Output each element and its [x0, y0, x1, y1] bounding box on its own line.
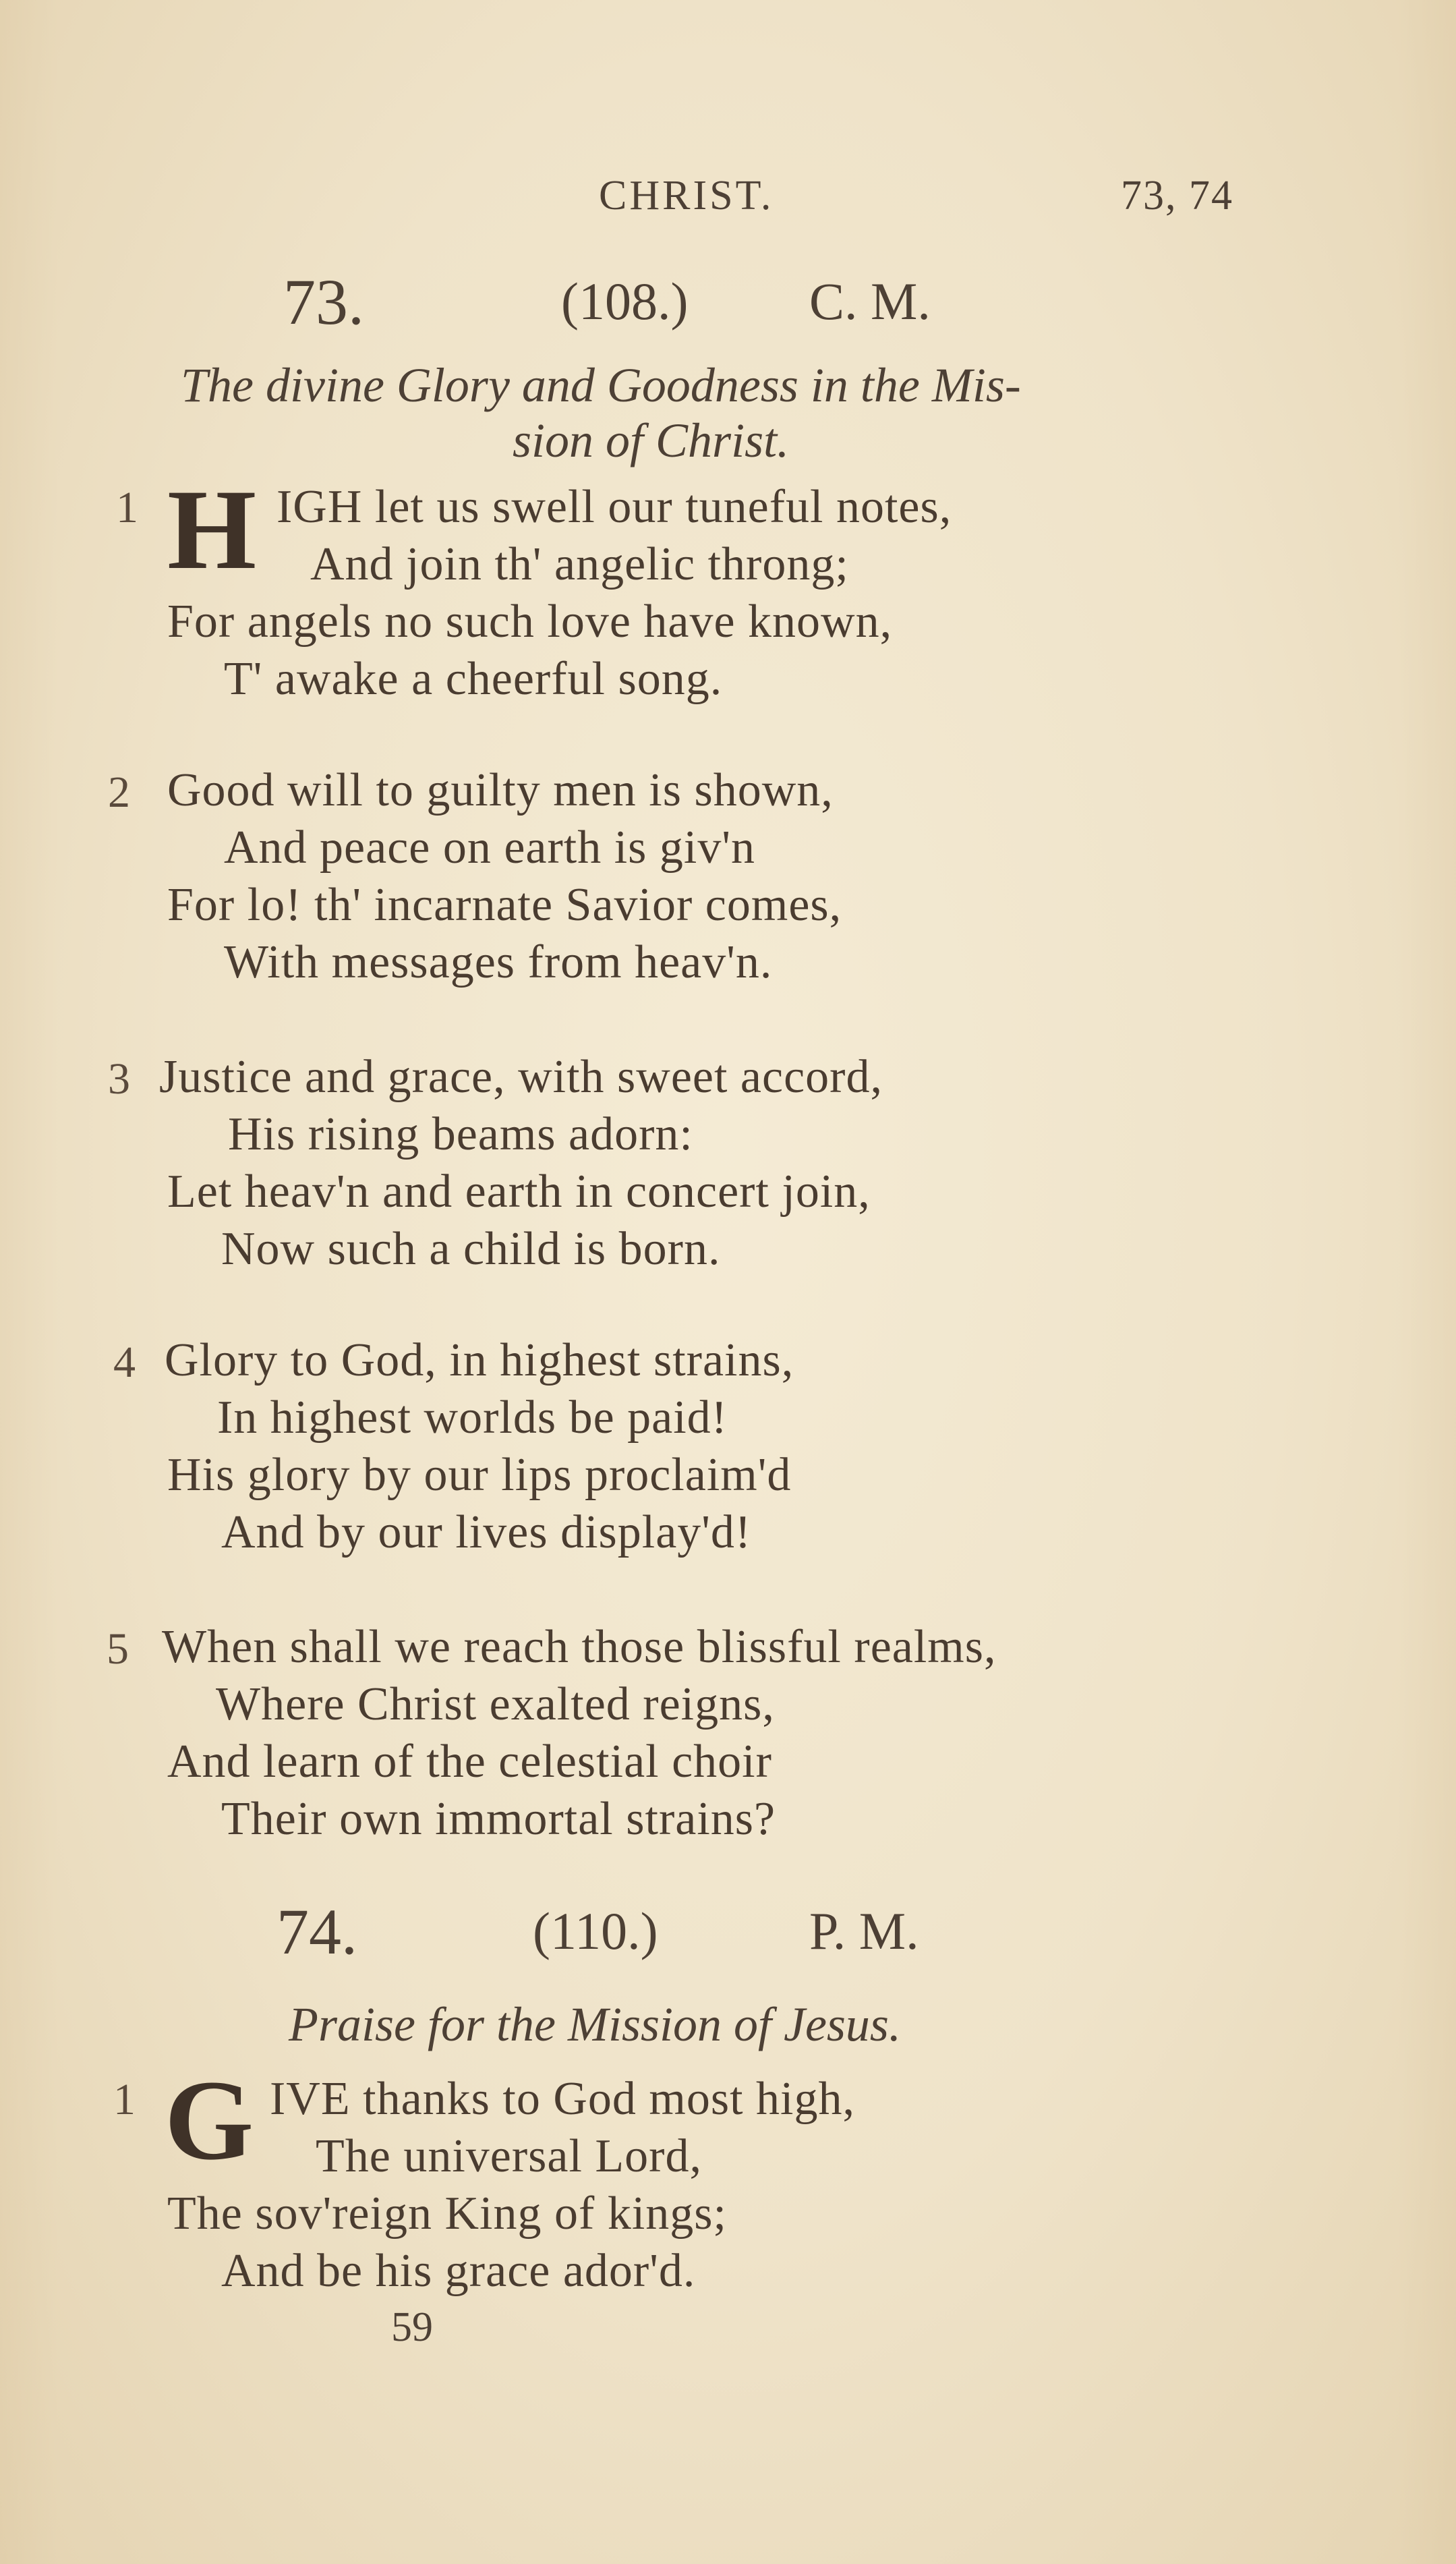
drop-cap: H [167, 466, 257, 593]
verse-line: IVE thanks to God most high, [270, 2073, 855, 2125]
stanza-number: 4 [113, 1338, 136, 1387]
stanza-number: 3 [108, 1054, 130, 1104]
verse-line: Where Christ exalted reigns, [216, 1678, 775, 1730]
hymn-73-meter: C. M. [809, 272, 931, 331]
verse-line: The universal Lord, [316, 2130, 702, 2182]
verse-line: When shall we reach those blissful realms, [162, 1621, 997, 1673]
verse-line: Glory to God, in highest strains, [165, 1334, 794, 1386]
stanza-number: 2 [108, 768, 130, 817]
verse-line: And be his grace ador'd. [221, 2245, 696, 2297]
hymn-73-number: 73. [283, 266, 364, 338]
hymn-74-number: 74. [276, 1896, 357, 1968]
hymn-74-caption: Praise for the Mission of Jesus. [289, 1997, 901, 2051]
verse-line: And learn of the celestial choir [167, 1736, 772, 1788]
verse-line: His rising beams adorn: [228, 1108, 693, 1160]
verse-line: His glory by our lips proclaim'd [167, 1449, 792, 1501]
verse-line: In highest worlds be paid! [217, 1392, 728, 1444]
verse-line: T' awake a cheerful song. [224, 653, 723, 705]
page-number: 59 [391, 2304, 433, 2350]
verse-line: IGH let us swell our tuneful notes, [276, 481, 952, 533]
hymn-73-caption-line-1: The divine Glory and Goodness in the Mis- [181, 358, 1021, 412]
stanza-number: 1 [113, 2075, 136, 2124]
verse-line: For lo! th' incarnate Savior comes, [167, 879, 842, 931]
hymn-73-tune-ref: (108.) [561, 272, 689, 331]
verse-line: The sov'reign King of kings; [167, 2188, 727, 2240]
verse-line: Let heav'n and earth in concert join, [167, 1166, 871, 1218]
stanza-number: 1 [116, 483, 138, 532]
verse-line: With messages from heav'n. [224, 936, 773, 988]
hymn-74-tune-ref: (110.) [533, 1902, 658, 1960]
verse-line: Their own immortal strains? [221, 1793, 776, 1845]
stanza-number: 5 [107, 1624, 129, 1674]
verse-line: Good will to guilty men is shown, [167, 764, 834, 816]
hymn-73-caption-line-2: sion of Christ. [513, 414, 790, 467]
verse-line: And join th' angelic throng; [310, 538, 849, 590]
verse-line: And peace on earth is giv'n [224, 822, 755, 874]
verse-line: Justice and grace, with sweet accord, [159, 1051, 883, 1103]
running-header-title: CHRIST. [599, 173, 774, 219]
hymn-74-meter: P. M. [809, 1902, 919, 1960]
drop-cap: G [165, 2057, 254, 2184]
running-header-hymn-numbers: 73, 74 [1121, 173, 1233, 219]
verse-line: Now such a child is born. [221, 1223, 721, 1275]
verse-line: For angels no such love have known, [167, 596, 893, 648]
verse-line: And by our lives display'd! [221, 1506, 752, 1558]
